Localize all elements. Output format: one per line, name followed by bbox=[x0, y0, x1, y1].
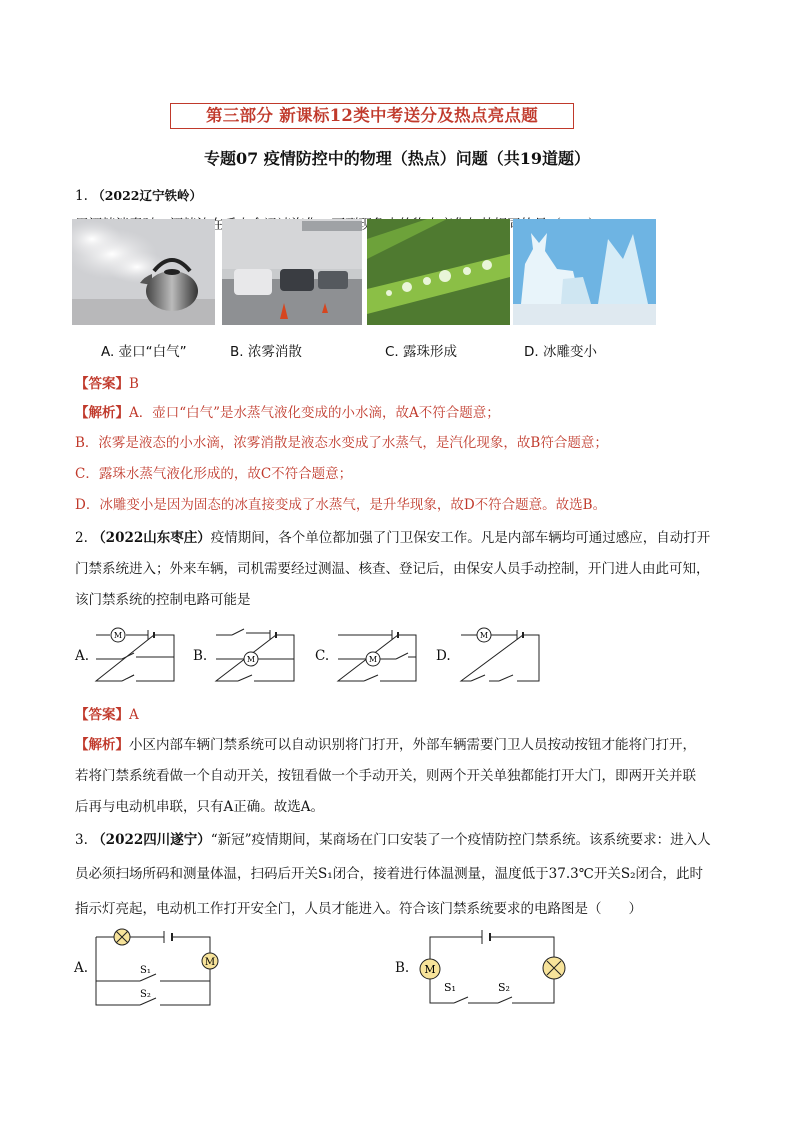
question-2-line-3: 该门禁系统的控制电路可能是 bbox=[75, 592, 251, 608]
question-text: 疫情期间，各个单位都加强了门卫保安工作。凡是内部车辆均可通过感应，自动打开 bbox=[210, 530, 711, 546]
motor-label: M bbox=[204, 957, 216, 968]
answer-value: B bbox=[129, 376, 139, 392]
analysis-text: 小区内部车辆门禁系统可以自动识别将门打开，外部车辆需要门卫人员按动按钮才能将门打开， bbox=[129, 737, 696, 753]
question-source: （2022山东枣庄） bbox=[92, 530, 211, 546]
motor-label: M bbox=[246, 655, 256, 664]
question-number: 3. bbox=[75, 832, 88, 848]
q3-circuit-a bbox=[88, 925, 238, 1011]
circuit-option-a-label: A. bbox=[75, 648, 90, 664]
analysis-tag: 【解析】 bbox=[75, 405, 129, 421]
answer-tag: 【答案】 bbox=[75, 707, 129, 723]
motor-label: M bbox=[479, 631, 489, 640]
circuit-option-a-label: A. bbox=[74, 960, 89, 976]
question-3-line-2: 员必须扫场所码和测量体温，扫码后开关S₁闭合，接着进行体温测量，温度低于37.3℃开关S₂闭合，此时 bbox=[75, 866, 703, 882]
question-source: （2022四川遂宁） bbox=[92, 832, 211, 848]
question-2 bbox=[75, 524, 725, 553]
answer-tag: 【答案】 bbox=[75, 376, 129, 392]
circuit-option-d-label: D. bbox=[436, 648, 451, 664]
q1-analysis-2: C．露珠水蒸气液化形成的，故C不符合题意； bbox=[75, 466, 353, 482]
analysis-tag: 【解析】 bbox=[75, 737, 129, 753]
dew-photo bbox=[367, 219, 510, 325]
motor-label: M bbox=[424, 963, 436, 976]
fog-photo bbox=[222, 219, 362, 325]
circuit-option-b-label: B. bbox=[395, 960, 410, 976]
kettle-photo bbox=[72, 219, 215, 325]
part-title: 第三部分 新课标12类中考送分及热点亮点题 bbox=[170, 103, 574, 129]
s2-label: S₂ bbox=[140, 989, 151, 1000]
q2-answer bbox=[75, 703, 139, 723]
q3-circuit-b bbox=[412, 925, 572, 1015]
s2-label: S₂ bbox=[498, 981, 510, 994]
analysis-text: A．壶口“白气”是水蒸气液化变成的小水滴，故A不符合题意； bbox=[129, 405, 500, 421]
q1-answer bbox=[75, 372, 139, 392]
q1-analysis-3: D．冰雕变小是因为固态的冰直接变成了水蒸气，是升华现象，故D不符合题意。故选B。 bbox=[75, 497, 607, 513]
motor-label: M bbox=[368, 655, 378, 664]
s1-label: S₁ bbox=[444, 981, 456, 994]
circuit-option-b-label: B. bbox=[193, 648, 208, 664]
q1-analysis-1: B．浓雾是液态的小水滴，浓雾消散是液态水变成了水蒸气，是汽化现象，故B符合题意； bbox=[75, 435, 608, 451]
question-3-line-3: 指示灯亮起，电动机工作打开安全门，人员才能进入。符合该门禁系统要求的电路图是（ ） bbox=[75, 901, 642, 917]
question-number: 1. bbox=[75, 188, 88, 204]
q2-analysis-2: 后再与电动机串联，只有A正确。故选A。 bbox=[75, 799, 324, 815]
q2-analysis-1: 若将门禁系统看做一个自动开关，按钮看做一个手动开关，则两个开关单独都能打开大门，即两开关并联 bbox=[75, 768, 696, 784]
question-text: “新冠”疫情期间，某商场在门口安装了一个疫情防控门禁系统。该系统要求：进入人 bbox=[210, 832, 711, 848]
question-source: （2022辽宁铁岭） bbox=[92, 188, 202, 203]
question-3 bbox=[75, 826, 725, 855]
circuit-d bbox=[455, 627, 543, 685]
circuit-c bbox=[330, 627, 420, 685]
question-number: 2. bbox=[75, 530, 88, 546]
circuit-option-c-label: C. bbox=[315, 648, 330, 664]
option-d: D. 冰雕变小 bbox=[524, 344, 597, 360]
circuit-a bbox=[92, 627, 178, 685]
topic-title: 专题07 疫情防控中的物理（热点）问题（共19道题） bbox=[203, 149, 591, 168]
option-a: A. 壶口“白气” bbox=[101, 344, 187, 360]
ice-sculpture-photo bbox=[513, 219, 656, 325]
answer-value: A bbox=[129, 707, 139, 723]
q2-analysis-0 bbox=[75, 731, 725, 760]
circuit-b bbox=[210, 627, 298, 685]
s1-label: S₁ bbox=[140, 965, 151, 976]
question-2-line-2: 门禁系统进入；外来车辆，司机需要经过测温、核查、登记后，由保安人员手动控制，开门进人由此可知， bbox=[75, 561, 710, 577]
motor-label: M bbox=[113, 631, 123, 640]
option-c: C. 露珠形成 bbox=[385, 344, 458, 360]
option-b: B. 浓雾消散 bbox=[230, 344, 302, 360]
q1-analysis-0 bbox=[75, 399, 725, 428]
